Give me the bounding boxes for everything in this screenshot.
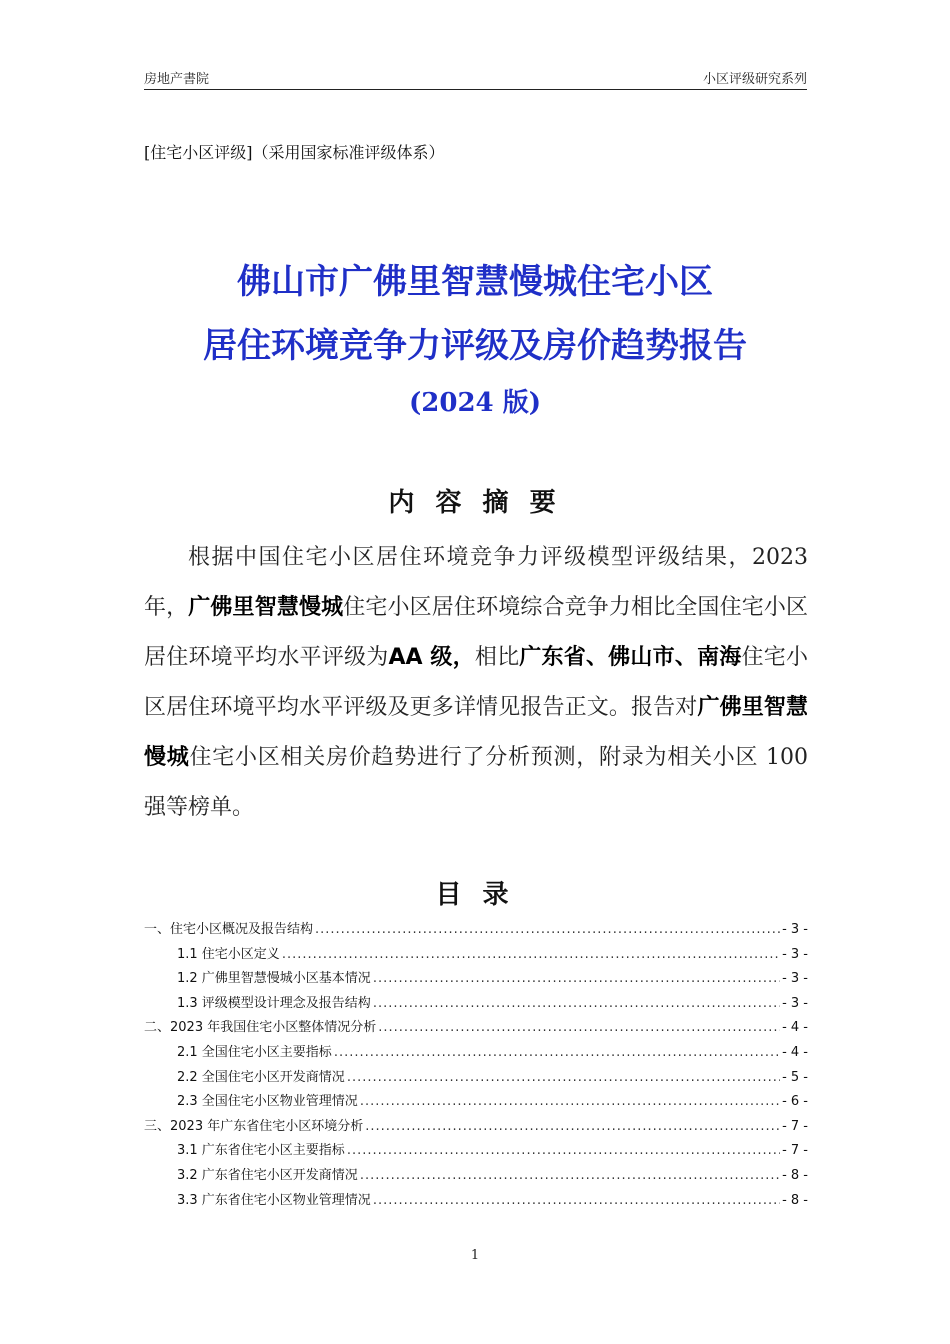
toc-leader-dots xyxy=(282,947,780,962)
toc-entry[interactable] xyxy=(144,918,808,943)
toc-entry-page: - 8 - xyxy=(782,1192,808,1208)
abstract-text: 住宅小区居住环境综合竞争力相比全国住宅小区居住环境平均水平评级为 xyxy=(144,595,808,670)
toc-entry[interactable] xyxy=(144,1090,808,1115)
toc-entry-label: 1.3 评级模型设计理念及报告结构 xyxy=(177,995,371,1011)
abstract-text: 住宅小区相关房价趋势进行了分析预测，附录为相关小区 100 强等榜单。 xyxy=(144,745,808,820)
toc-entry-page: - 6 - xyxy=(782,1094,808,1110)
abstract-highlight: 广佛里智慧慢城 xyxy=(144,695,808,770)
report-edition: (2024 版) xyxy=(408,388,542,418)
toc-leader-dots xyxy=(373,971,780,986)
toc-entry-page: - 3 - xyxy=(782,995,808,1011)
toc-entry-page: - 7 - xyxy=(782,1118,808,1134)
toc-leader-dots xyxy=(378,1020,780,1035)
abstract-highlight: 广佛里智慧慢城 xyxy=(188,595,344,620)
abstract-highlight: AA 级， xyxy=(388,645,475,670)
table-of-contents xyxy=(144,918,808,1213)
toc-entry-page: - 3 - xyxy=(782,971,808,987)
toc-entry-page: - 3 - xyxy=(782,922,808,937)
toc-entry[interactable] xyxy=(144,1139,808,1164)
toc-entry-label: 3.2 广东省住宅小区开发商情况 xyxy=(177,1167,358,1183)
header-rule xyxy=(144,89,807,90)
toc-entry-label: 1.2 广佛里智慧慢城小区基本情况 xyxy=(177,971,371,987)
toc-leader-dots xyxy=(360,1094,780,1109)
toc-heading: 目 录 xyxy=(435,880,515,910)
report-title-line-1: 佛山市广佛里智慧慢城住宅小区 xyxy=(237,262,713,302)
header-series: 小区评级研究系列 xyxy=(702,72,807,87)
toc-entry-page: - 4 - xyxy=(782,1020,808,1036)
toc-entry-label: 3.3 广东省住宅小区物业管理情况 xyxy=(177,1192,371,1208)
abstract-text: 住宅小区居住环境平均水平评级及更多详情见报告正文。报告对 xyxy=(144,645,808,720)
toc-entry-page: - 7 - xyxy=(782,1143,808,1159)
abstract-text: 根据中国住宅小区居住环境竞争力评级模型评级结果，2023 年， xyxy=(144,545,808,620)
toc-entry-label: 3.1 广东省住宅小区主要指标 xyxy=(177,1143,345,1159)
toc-entry[interactable] xyxy=(144,967,808,992)
toc-entry-label: 2.3 全国住宅小区物业管理情况 xyxy=(177,1094,358,1110)
toc-entry-page: - 8 - xyxy=(782,1167,808,1183)
toc-entry-page: - 3 - xyxy=(782,946,808,962)
toc-leader-dots xyxy=(360,1168,780,1183)
toc-leader-dots xyxy=(315,922,780,937)
toc-leader-dots xyxy=(373,996,780,1011)
toc-entry[interactable] xyxy=(144,1041,808,1066)
toc-entry-label: 2.1 全国住宅小区主要指标 xyxy=(177,1044,332,1060)
abstract-text: 相比 xyxy=(474,645,520,670)
toc-entry-label: 2.2 全国住宅小区开发商情况 xyxy=(177,1069,345,1085)
toc-entry[interactable] xyxy=(144,943,808,968)
report-title-line-2: 居住环境竞争力评级及房价趋势报告 xyxy=(203,326,747,366)
abstract-paragraph xyxy=(144,533,808,833)
toc-leader-dots xyxy=(365,1119,780,1134)
toc-entry[interactable] xyxy=(144,1164,808,1189)
toc-entry-page: - 4 - xyxy=(782,1044,808,1060)
toc-entry[interactable] xyxy=(144,1189,808,1214)
toc-entry-page: - 5 - xyxy=(782,1069,808,1085)
toc-entry[interactable] xyxy=(144,992,808,1017)
page-header xyxy=(144,66,807,90)
report-category-tag: [住宅小区评级]（采用国家标准评级体系） xyxy=(144,143,445,162)
toc-entry-label: 1.1 住宅小区定义 xyxy=(177,946,280,962)
toc-entry[interactable] xyxy=(144,1016,808,1041)
toc-entry-label: 一、住宅小区概况及报告结构 xyxy=(144,922,314,937)
toc-entry[interactable] xyxy=(144,1066,808,1091)
header-publisher: 房地产書院 xyxy=(144,72,210,87)
toc-entry-label: 二、2023 年我国住宅小区整体情况分析 xyxy=(144,1020,377,1036)
toc-entry[interactable] xyxy=(144,1115,808,1140)
toc-leader-dots xyxy=(347,1070,780,1085)
toc-leader-dots xyxy=(373,1193,780,1208)
page-number: 1 xyxy=(470,1248,480,1263)
toc-leader-dots xyxy=(347,1143,780,1158)
abstract-highlight: 广东省、佛山市、南海 xyxy=(519,645,742,670)
abstract-heading: 内 容 摘 要 xyxy=(388,488,562,518)
toc-entry-label: 三、2023 年广东省住宅小区环境分析 xyxy=(144,1118,364,1134)
toc-leader-dots xyxy=(334,1045,780,1060)
